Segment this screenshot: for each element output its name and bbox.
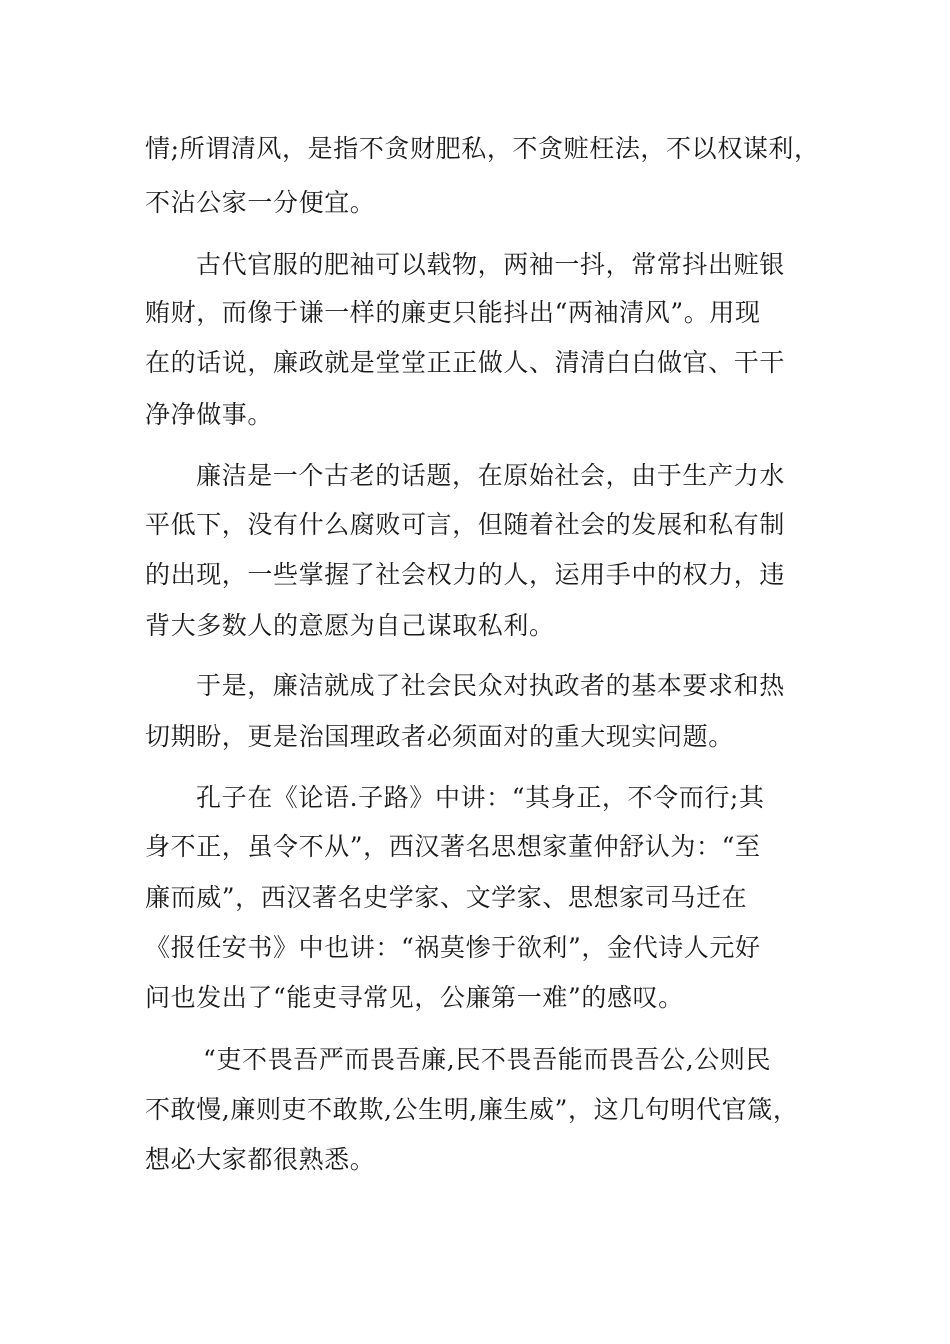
text-line: 净净做事。: [145, 400, 274, 429]
paragraph-first-line: “吏不畏吾严而畏吾廉,民不畏吾能而畏吾公,公则民: [203, 1045, 772, 1074]
paragraph-first-line: 于是，廉洁就成了社会民众对执政者的基本要求和热: [196, 671, 785, 700]
text-line: 平低下，没有什么腐败可言，但随着社会的发展和私有制: [145, 510, 786, 539]
text-line: 的出现，一些掌握了社会权力的人，运用手中的权力，违: [145, 560, 786, 589]
text-line: 在的话说，廉政就是堂堂正正做人、清清白白做官、干干: [145, 348, 786, 377]
text-line: 背大多数人的意愿为自己谋取私利。: [145, 611, 555, 640]
text-line: 贿财，而像于谦一样的廉吏只能抖出“两袖清风”。用现: [145, 298, 761, 327]
text-line: 情;所谓清风，是指不贪财肥私，不贪赃枉法，不以权谋利，: [145, 134, 820, 163]
text-line: 廉而威”，西汉著名史学家、文学家、思想家司马迁在: [145, 883, 748, 912]
text-line: 不沾公家一分便宜。: [145, 188, 376, 217]
paragraph-first-line: 孔子在《论语.子路》中讲：“其身正，不令而行;其: [196, 783, 765, 812]
text-line: 不敢慢,廉则吏不敢欺,公生明,廉生威”，这几句明代官箴，: [145, 1095, 799, 1124]
text-line: 切期盼，更是治国理政者必须面对的重大现实问题。: [145, 722, 734, 751]
text-line: 《报任安书》中也讲：“祸莫惨于欲利”，金代诗人元好: [145, 933, 761, 962]
text-line: 身不正，虽令不从”，西汉著名思想家董仲舒认为：“至: [145, 832, 761, 861]
paragraph-first-line: 古代官服的肥袖可以载物，两袖一抖，常常抖出赃银: [196, 250, 785, 279]
text-line: 问也发出了“能吏寻常见，公廉第一难”的感叹。: [145, 983, 684, 1012]
text-line: 想必大家都很熟悉。: [145, 1145, 376, 1174]
paragraph-first-line: 廉洁是一个古老的话题，在原始社会，由于生产力水: [196, 461, 785, 490]
